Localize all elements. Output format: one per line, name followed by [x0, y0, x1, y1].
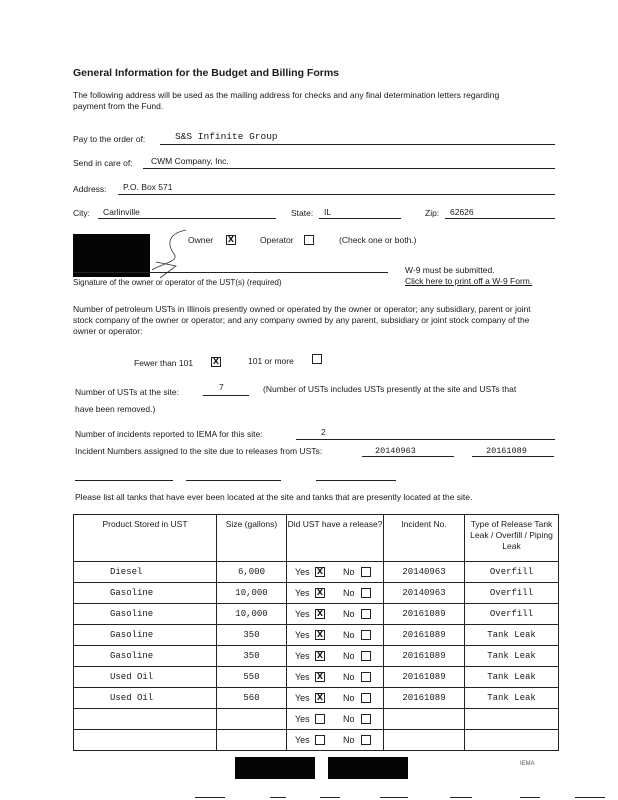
- w9-link[interactable]: Click here to print off a W-9 Form.: [405, 276, 533, 286]
- incidents-label: Number of incidents reported to IEMA for this site:: [75, 429, 263, 439]
- cell-release: [287, 688, 384, 709]
- no-checkbox[interactable]: [361, 609, 371, 619]
- operator-label: Operator: [260, 235, 294, 245]
- zip-line: [445, 218, 555, 219]
- no-checkbox[interactable]: [361, 714, 371, 724]
- form-title: General Information for the Budget and Billing Forms: [73, 67, 340, 79]
- state-value[interactable]: IL: [324, 207, 332, 217]
- yes-label: Yes: [295, 651, 310, 661]
- cell-size[interactable]: 350: [217, 625, 287, 646]
- yes-checkbox[interactable]: X: [316, 609, 324, 618]
- incident-line-4: [186, 480, 281, 481]
- cell-incident[interactable]: 20140963: [384, 562, 465, 583]
- footer-rule-5: [450, 797, 472, 798]
- footer-rule-2: [270, 797, 286, 798]
- table-row: [74, 730, 559, 751]
- cell-size[interactable]: 6,000: [217, 562, 287, 583]
- usts-note-2: have been removed.): [75, 404, 156, 414]
- yes-label: Yes: [295, 630, 310, 640]
- no-checkbox[interactable]: [361, 567, 371, 577]
- header-incident: Incident No.: [384, 515, 465, 562]
- signature-line: [73, 272, 388, 273]
- cell-product[interactable]: Used Oil: [74, 688, 217, 709]
- yes-checkbox[interactable]: X: [316, 693, 324, 702]
- cell-release: [287, 667, 384, 688]
- no-label: No: [343, 630, 355, 640]
- incident-line-5: [316, 480, 396, 481]
- cell-product[interactable]: Gasoline: [74, 625, 217, 646]
- table-row: [74, 625, 559, 646]
- cell-release-type[interactable]: Tank Leak: [465, 688, 559, 709]
- redacted-block-1: [235, 757, 315, 779]
- no-label: No: [343, 735, 355, 745]
- signature-label: Signature of the owner or operator of the UST(s) (required): [73, 278, 282, 287]
- cell-product[interactable]: Used Oil: [74, 667, 217, 688]
- owner-label: Owner: [188, 235, 214, 245]
- cell-release-type[interactable]: Tank Leak: [465, 646, 559, 667]
- list-instruction: Please list all tanks that have ever been located at the site and tanks that are presently located at the site.: [75, 492, 473, 502]
- cell-product[interactable]: Diesel: [74, 562, 217, 583]
- no-label: No: [343, 693, 355, 703]
- state-label: State:: [291, 208, 314, 218]
- footer-rule-4: [380, 797, 408, 798]
- cell-release-type[interactable]: Overfill: [465, 562, 559, 583]
- footer-rule-3: [320, 797, 340, 798]
- owner-checkbox[interactable]: X: [227, 235, 235, 244]
- cell-release-type[interactable]: [465, 730, 559, 751]
- cell-product[interactable]: Gasoline: [74, 583, 217, 604]
- cell-product[interactable]: [74, 709, 217, 730]
- incident-number-line-2: [472, 456, 554, 457]
- cell-incident[interactable]: 20161089: [384, 604, 465, 625]
- pay-to-label: Pay to the order of:: [73, 134, 146, 144]
- city-value[interactable]: Carlinville: [103, 207, 140, 217]
- table-header-row: [74, 515, 559, 562]
- iema-stamp: IEMA: [520, 761, 535, 767]
- more-checkbox[interactable]: [312, 354, 322, 364]
- header-product: Product Stored in UST: [74, 515, 217, 562]
- yes-checkbox[interactable]: [315, 735, 325, 745]
- ust-table: [73, 514, 559, 751]
- header-release: Did UST have a release?: [287, 515, 384, 562]
- more-label: 101 or more: [248, 356, 294, 366]
- no-checkbox[interactable]: [361, 651, 371, 661]
- usts-label: Number of USTs at the site:: [75, 387, 179, 397]
- usts-value[interactable]: 7: [219, 382, 224, 392]
- fewer-label: Fewer than 101: [134, 358, 194, 368]
- cell-release: [287, 709, 384, 730]
- intro-text: The following address will be used as the mailing address for checks and any final determination letters regarding payment from the Fund.: [73, 90, 500, 111]
- yes-label: Yes: [295, 672, 310, 682]
- table-row: [74, 688, 559, 709]
- address-label: Address:: [73, 184, 107, 194]
- usts-note-1: (Number of USTs includes USTs presently at the site and USTs that: [263, 384, 517, 394]
- incident-number-line-1: [362, 456, 454, 457]
- cell-release-type[interactable]: Overfill: [465, 583, 559, 604]
- incident-number-1[interactable]: 20140963: [375, 446, 416, 456]
- cell-release: [287, 562, 384, 583]
- city-line: [98, 218, 276, 219]
- cell-release: [287, 730, 384, 751]
- no-label: No: [343, 672, 355, 682]
- state-line: [319, 218, 401, 219]
- cell-incident[interactable]: 20161089: [384, 667, 465, 688]
- cell-release: [287, 604, 384, 625]
- pay-to-value[interactable]: S&S Infinite Group: [175, 131, 278, 142]
- yes-checkbox[interactable]: X: [316, 651, 324, 660]
- cell-size[interactable]: 10,000: [217, 583, 287, 604]
- pay-to-line: [160, 144, 555, 145]
- address-line: [118, 194, 555, 195]
- cell-incident[interactable]: 20140963: [384, 583, 465, 604]
- no-checkbox[interactable]: [361, 588, 371, 598]
- care-of-value[interactable]: CWM Company, Inc.: [151, 156, 229, 166]
- cell-size[interactable]: 560: [217, 688, 287, 709]
- cell-incident[interactable]: [384, 709, 465, 730]
- redacted-signature: [73, 234, 150, 277]
- cell-size[interactable]: 550: [217, 667, 287, 688]
- no-checkbox[interactable]: [361, 630, 371, 640]
- footer-rule-7: [575, 797, 605, 798]
- no-label: No: [343, 588, 355, 598]
- table-row: [74, 709, 559, 730]
- yes-checkbox[interactable]: [315, 714, 325, 724]
- yes-label: Yes: [295, 693, 310, 703]
- fewer-checkbox[interactable]: X: [212, 357, 220, 366]
- yes-checkbox[interactable]: X: [316, 567, 324, 576]
- cell-size[interactable]: 10,000: [217, 604, 287, 625]
- yes-checkbox[interactable]: X: [316, 588, 324, 597]
- yes-checkbox[interactable]: X: [316, 672, 324, 681]
- yes-label: Yes: [295, 609, 310, 619]
- care-of-label: Send in care of:: [73, 158, 133, 168]
- cell-release: [287, 583, 384, 604]
- table-row: [74, 583, 559, 604]
- header-type: Type of Release Tank Leak / Overfill / Piping Leak: [465, 515, 559, 562]
- no-label: No: [343, 567, 355, 577]
- no-checkbox[interactable]: [361, 672, 371, 682]
- header-size: Size (gallons): [217, 515, 287, 562]
- no-checkbox[interactable]: [361, 735, 371, 745]
- no-label: No: [343, 609, 355, 619]
- check-note: (Check one or both.): [339, 235, 417, 245]
- cell-release-type[interactable]: Tank Leak: [465, 625, 559, 646]
- care-of-line: [143, 168, 555, 169]
- table-row: [74, 646, 559, 667]
- operator-checkbox[interactable]: [304, 235, 314, 245]
- no-label: No: [343, 714, 355, 724]
- zip-label: Zip:: [425, 208, 440, 218]
- address-value[interactable]: P.O. Box 571: [123, 182, 173, 192]
- cell-incident[interactable]: 20161089: [384, 688, 465, 709]
- cell-product[interactable]: [74, 730, 217, 751]
- cell-incident[interactable]: 20161089: [384, 625, 465, 646]
- cell-release-type[interactable]: [465, 709, 559, 730]
- footer-rule-1: [195, 797, 225, 798]
- city-label: City:: [73, 208, 90, 218]
- footer-rule-6: [520, 797, 540, 798]
- usts-line: [203, 395, 249, 396]
- incidents-line: [296, 439, 555, 440]
- yes-label: Yes: [295, 567, 310, 577]
- cell-incident[interactable]: 20161089: [384, 646, 465, 667]
- cell-product[interactable]: Gasoline: [74, 604, 217, 625]
- no-label: No: [343, 651, 355, 661]
- incidents-value[interactable]: 2: [321, 427, 326, 437]
- incident-number-2[interactable]: 20161089: [486, 446, 527, 456]
- zip-value[interactable]: 62626: [450, 207, 474, 217]
- redacted-block-2: [328, 757, 408, 779]
- yes-checkbox[interactable]: X: [316, 630, 324, 639]
- cell-release: [287, 625, 384, 646]
- yes-label: Yes: [295, 714, 310, 724]
- table-row: [74, 604, 559, 625]
- yes-label: Yes: [295, 588, 310, 598]
- incident-numbers-label: Incident Numbers assigned to the site due to releases from USTs:: [75, 446, 323, 456]
- cell-size[interactable]: 350: [217, 646, 287, 667]
- cell-size[interactable]: [217, 730, 287, 751]
- cell-size[interactable]: [217, 709, 287, 730]
- table-row: [74, 562, 559, 583]
- petroleum-text: Number of petroleum USTs in Illinois presently owned or operated by the owner or operator; any subsidiary, parent or joint stock company of the owner or operator; and any company owned by any parent, subsidiary or joint stock company of the owner or operator:: [73, 304, 531, 336]
- w9-note: W-9 must be submitted.: [405, 265, 495, 275]
- no-checkbox[interactable]: [361, 693, 371, 703]
- table-row: [74, 667, 559, 688]
- cell-release: [287, 646, 384, 667]
- yes-label: Yes: [295, 735, 310, 745]
- cell-incident[interactable]: [384, 730, 465, 751]
- cell-product[interactable]: Gasoline: [74, 646, 217, 667]
- cell-release-type[interactable]: Overfill: [465, 604, 559, 625]
- cell-release-type[interactable]: Tank Leak: [465, 667, 559, 688]
- incident-line-3: [75, 480, 173, 481]
